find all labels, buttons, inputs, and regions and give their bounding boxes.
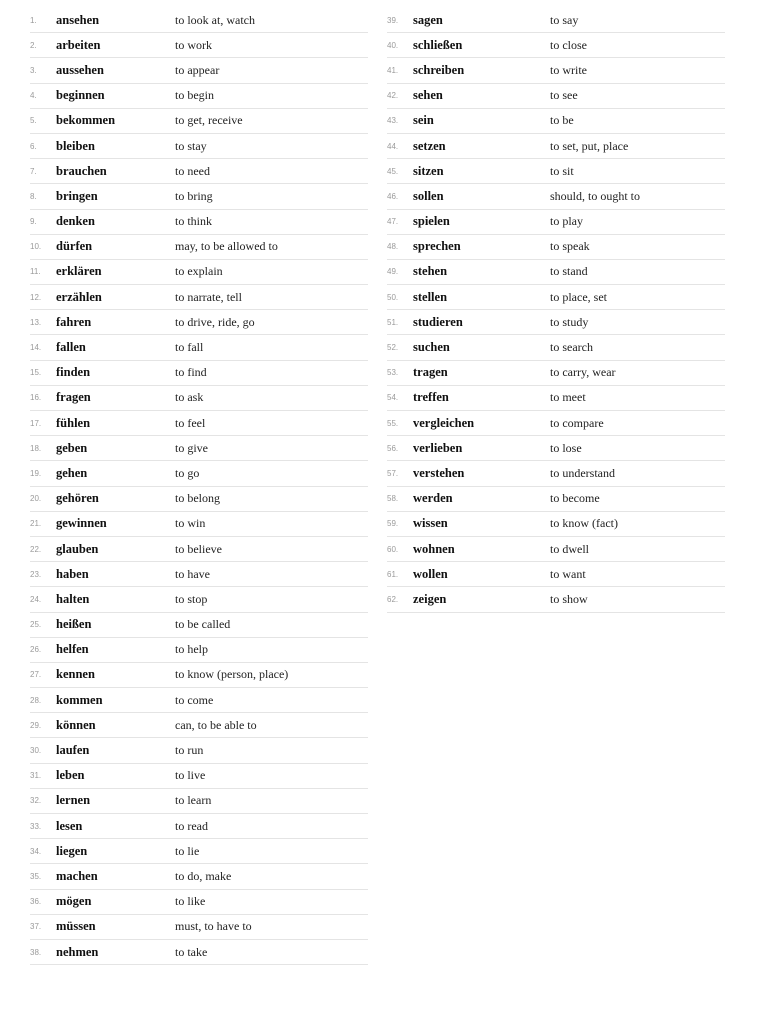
german-verb: nehmen — [56, 944, 99, 959]
english-meaning: to belong — [175, 491, 220, 506]
verb-row — [387, 285, 725, 310]
verb-row — [387, 386, 725, 411]
verb-row — [30, 260, 368, 285]
german-verb: verstehen — [413, 465, 465, 480]
row-number: 15. — [30, 368, 42, 378]
row-number: 35. — [30, 871, 42, 881]
german-verb: sein — [413, 113, 434, 128]
row-number: 25. — [30, 620, 42, 630]
english-meaning: to understand — [550, 465, 615, 480]
english-meaning: to place, set — [550, 289, 607, 304]
german-verb: leben — [56, 768, 85, 783]
row-number: 32. — [30, 796, 42, 806]
row-number: 58. — [387, 494, 399, 504]
english-meaning: to compare — [550, 415, 604, 430]
german-verb: fahren — [56, 314, 92, 329]
verb-row — [30, 764, 368, 789]
english-meaning: to know (fact) — [550, 516, 618, 531]
english-meaning: to fall — [175, 340, 204, 355]
row-number: 1. — [30, 15, 37, 25]
row-number: 59. — [387, 519, 399, 529]
german-verb: sitzen — [413, 163, 444, 178]
verb-row — [30, 33, 368, 58]
row-number: 52. — [387, 343, 399, 353]
row-number: 17. — [30, 418, 42, 428]
english-meaning: to become — [550, 491, 600, 506]
english-meaning: can, to be able to — [175, 717, 257, 732]
english-meaning: to need — [175, 163, 210, 178]
row-number: 55. — [387, 418, 399, 428]
english-meaning: to carry, wear — [550, 365, 616, 380]
german-verb: verlieben — [413, 440, 463, 455]
german-verb: suchen — [413, 340, 450, 355]
verb-row — [387, 562, 725, 587]
row-number: 45. — [387, 166, 399, 176]
verb-row — [30, 159, 368, 184]
verb-row — [30, 814, 368, 839]
row-number: 43. — [387, 116, 399, 126]
verb-row — [30, 335, 368, 360]
row-number: 54. — [387, 393, 399, 403]
verb-list-column-right — [387, 8, 725, 613]
german-verb: tragen — [413, 365, 448, 380]
row-number: 56. — [387, 443, 399, 453]
verb-row — [30, 285, 368, 310]
german-verb: machen — [56, 868, 98, 883]
row-number: 28. — [30, 695, 42, 705]
english-meaning: to lie — [175, 843, 200, 858]
verb-row — [387, 58, 725, 83]
german-verb: fallen — [56, 340, 86, 355]
german-verb: gehen — [56, 465, 88, 480]
english-meaning: to explain — [175, 264, 223, 279]
german-verb: brauchen — [56, 163, 107, 178]
german-verb: setzen — [413, 138, 446, 153]
verb-row — [30, 386, 368, 411]
german-verb: laufen — [56, 743, 90, 758]
row-number: 51. — [387, 317, 399, 327]
german-verb: schließen — [413, 37, 463, 52]
german-verb: bleiben — [56, 138, 95, 153]
row-number: 18. — [30, 443, 42, 453]
verb-row — [387, 487, 725, 512]
english-meaning: to find — [175, 365, 207, 380]
english-meaning: to narrate, tell — [175, 289, 242, 304]
english-meaning: to show — [550, 591, 588, 606]
verb-row — [387, 235, 725, 260]
verb-row — [30, 361, 368, 386]
row-number: 39. — [387, 15, 399, 25]
english-meaning: to look at, watch — [175, 12, 255, 27]
verb-row — [30, 461, 368, 486]
verb-row — [387, 260, 725, 285]
verb-row — [387, 361, 725, 386]
verb-row — [30, 58, 368, 83]
row-number: 19. — [30, 468, 42, 478]
english-meaning: to do, make — [175, 868, 232, 883]
verb-row — [387, 411, 725, 436]
verb-row — [387, 335, 725, 360]
german-verb: sehen — [413, 88, 443, 103]
row-number: 30. — [30, 746, 42, 756]
german-verb: erzählen — [56, 289, 102, 304]
verb-row — [387, 84, 725, 109]
german-verb: sollen — [413, 188, 444, 203]
row-number: 61. — [387, 569, 399, 579]
german-verb: geben — [56, 440, 88, 455]
english-meaning: to run — [175, 743, 204, 758]
german-verb: müssen — [56, 919, 96, 934]
verb-row — [30, 713, 368, 738]
german-verb: kommen — [56, 692, 103, 707]
english-meaning: to ask — [175, 390, 204, 405]
verb-row — [30, 789, 368, 814]
english-meaning: to close — [550, 37, 587, 52]
english-meaning: to want — [550, 566, 586, 581]
german-verb: halten — [56, 591, 90, 606]
english-meaning: to meet — [550, 390, 586, 405]
german-verb: spielen — [413, 214, 450, 229]
verb-row — [30, 109, 368, 134]
english-meaning: to search — [550, 340, 593, 355]
english-meaning: to have — [175, 566, 210, 581]
german-verb: können — [56, 717, 96, 732]
verb-row — [30, 940, 368, 965]
row-number: 53. — [387, 368, 399, 378]
english-meaning: should, to ought to — [550, 188, 641, 203]
german-verb: schreiben — [413, 62, 465, 77]
german-verb: bringen — [56, 188, 98, 203]
german-verb: vergleichen — [413, 415, 475, 430]
english-meaning: to help — [175, 642, 208, 657]
german-verb: haben — [56, 566, 89, 581]
english-meaning: to get, receive — [175, 113, 243, 128]
row-number: 21. — [30, 519, 42, 529]
english-meaning: to be called — [175, 617, 231, 632]
german-verb: wissen — [413, 516, 448, 531]
verb-row — [30, 638, 368, 663]
german-verb: gehören — [56, 491, 99, 506]
verb-row — [387, 310, 725, 335]
row-number: 49. — [387, 267, 399, 277]
german-verb: treffen — [413, 390, 449, 405]
row-number: 5. — [30, 116, 37, 126]
english-meaning: must, to have to — [175, 919, 252, 934]
row-number: 13. — [30, 317, 42, 327]
verb-row — [387, 184, 725, 209]
row-number: 11. — [30, 267, 41, 277]
verb-row — [30, 738, 368, 763]
row-number: 62. — [387, 594, 399, 604]
english-meaning: to stand — [550, 264, 588, 279]
german-verb: glauben — [56, 541, 99, 556]
german-verb: lesen — [56, 818, 83, 833]
verb-row — [30, 890, 368, 915]
english-meaning: to set, put, place — [550, 138, 629, 153]
verb-row — [387, 159, 725, 184]
english-meaning: to say — [550, 12, 579, 27]
row-number: 12. — [30, 292, 42, 302]
verb-row — [387, 537, 725, 562]
row-number: 3. — [30, 65, 37, 75]
verb-row — [30, 8, 368, 33]
german-verb: fragen — [56, 390, 91, 405]
english-meaning: to appear — [175, 62, 220, 77]
row-number: 50. — [387, 292, 399, 302]
verb-row — [30, 864, 368, 889]
german-verb: erklären — [56, 264, 102, 279]
verb-row — [387, 8, 725, 33]
verb-row — [30, 915, 368, 940]
english-meaning: to see — [550, 88, 578, 103]
row-number: 34. — [30, 846, 42, 856]
verb-row — [30, 537, 368, 562]
verb-list-column-left — [30, 8, 368, 965]
row-number: 41. — [387, 65, 399, 75]
german-verb: werden — [413, 491, 453, 506]
row-number: 24. — [30, 594, 42, 604]
verb-row — [30, 487, 368, 512]
verb-row — [387, 109, 725, 134]
english-meaning: to drive, ride, go — [175, 314, 255, 329]
german-verb: wollen — [413, 566, 448, 581]
row-number: 57. — [387, 468, 399, 478]
verb-row — [30, 663, 368, 688]
german-verb: bekommen — [56, 113, 116, 128]
row-number: 8. — [30, 191, 37, 201]
row-number: 44. — [387, 141, 399, 151]
verb-row — [30, 411, 368, 436]
verb-row — [30, 512, 368, 537]
row-number: 23. — [30, 569, 42, 579]
german-verb: lernen — [56, 793, 91, 808]
german-verb: finden — [56, 365, 91, 380]
english-meaning: to feel — [175, 415, 206, 430]
english-meaning: to live — [175, 768, 206, 783]
row-number: 36. — [30, 897, 42, 907]
row-number: 16. — [30, 393, 42, 403]
row-number: 27. — [30, 670, 42, 680]
verb-row — [387, 210, 725, 235]
row-number: 33. — [30, 821, 42, 831]
row-number: 22. — [30, 544, 42, 554]
english-meaning: to lose — [550, 440, 582, 455]
row-number: 20. — [30, 494, 42, 504]
english-meaning: to know (person, place) — [175, 667, 289, 682]
german-verb: sprechen — [413, 239, 461, 254]
english-meaning: to believe — [175, 541, 222, 556]
verb-row — [387, 461, 725, 486]
row-number: 47. — [387, 217, 399, 227]
english-meaning: to speak — [550, 239, 590, 254]
row-number: 6. — [30, 141, 37, 151]
german-verb: arbeiten — [56, 37, 101, 52]
english-meaning: to sit — [550, 163, 574, 178]
row-number: 10. — [30, 242, 42, 252]
german-verb: kennen — [56, 667, 95, 682]
english-meaning: to think — [175, 214, 213, 229]
german-verb: gewinnen — [56, 516, 107, 531]
row-number: 48. — [387, 242, 399, 252]
german-verb: helfen — [56, 642, 89, 657]
english-meaning: to play — [550, 214, 583, 229]
verb-row — [30, 210, 368, 235]
verb-row — [387, 33, 725, 58]
german-verb: zeigen — [413, 591, 447, 606]
german-verb: denken — [56, 214, 95, 229]
row-number: 42. — [387, 91, 399, 101]
verb-row — [30, 587, 368, 612]
english-meaning: to work — [175, 37, 212, 52]
verb-row — [387, 134, 725, 159]
german-verb: sagen — [413, 12, 443, 27]
verb-row — [30, 84, 368, 109]
english-meaning: to give — [175, 440, 208, 455]
verb-row — [30, 839, 368, 864]
verb-row — [30, 613, 368, 638]
english-meaning: to stay — [175, 138, 207, 153]
row-number: 46. — [387, 191, 399, 201]
verb-row — [387, 587, 725, 612]
german-verb: mögen — [56, 894, 92, 909]
german-verb: heißen — [56, 617, 92, 632]
english-meaning: may, to be allowed to — [175, 239, 278, 254]
verb-row — [30, 310, 368, 335]
verb-row — [387, 512, 725, 537]
german-verb: stehen — [413, 264, 448, 279]
german-verb: studieren — [413, 314, 463, 329]
english-meaning: to take — [175, 944, 208, 959]
german-verb: dürfen — [56, 239, 93, 254]
verb-row — [30, 562, 368, 587]
german-verb: liegen — [56, 843, 88, 858]
row-number: 31. — [30, 771, 42, 781]
row-number: 29. — [30, 720, 42, 730]
english-meaning: to be — [550, 113, 574, 128]
english-meaning: to go — [175, 465, 200, 480]
row-number: 14. — [30, 343, 42, 353]
verb-row — [387, 436, 725, 461]
english-meaning: to like — [175, 894, 206, 909]
row-number: 7. — [30, 166, 37, 176]
row-number: 4. — [30, 91, 37, 101]
english-meaning: to begin — [175, 88, 214, 103]
english-meaning: to bring — [175, 188, 213, 203]
verb-row — [30, 134, 368, 159]
row-number: 37. — [30, 922, 42, 932]
english-meaning: to come — [175, 692, 214, 707]
german-verb: fühlen — [56, 415, 91, 430]
english-meaning: to learn — [175, 793, 212, 808]
verb-row — [30, 688, 368, 713]
row-number: 38. — [30, 947, 42, 957]
english-meaning: to study — [550, 314, 589, 329]
german-verb: aussehen — [56, 62, 104, 77]
verb-row — [30, 436, 368, 461]
row-number: 2. — [30, 40, 37, 50]
english-meaning: to read — [175, 818, 208, 833]
verb-row — [30, 184, 368, 209]
english-meaning: to win — [175, 516, 206, 531]
row-number: 9. — [30, 217, 37, 227]
english-meaning: to write — [550, 62, 587, 77]
verb-row — [30, 235, 368, 260]
english-meaning: to dwell — [550, 541, 589, 556]
english-meaning: to stop — [175, 591, 208, 606]
german-verb: wohnen — [413, 541, 455, 556]
row-number: 60. — [387, 544, 399, 554]
german-verb: beginnen — [56, 88, 105, 103]
row-number: 40. — [387, 40, 399, 50]
german-verb: stellen — [413, 289, 448, 304]
german-verb: ansehen — [56, 12, 100, 27]
row-number: 26. — [30, 645, 42, 655]
